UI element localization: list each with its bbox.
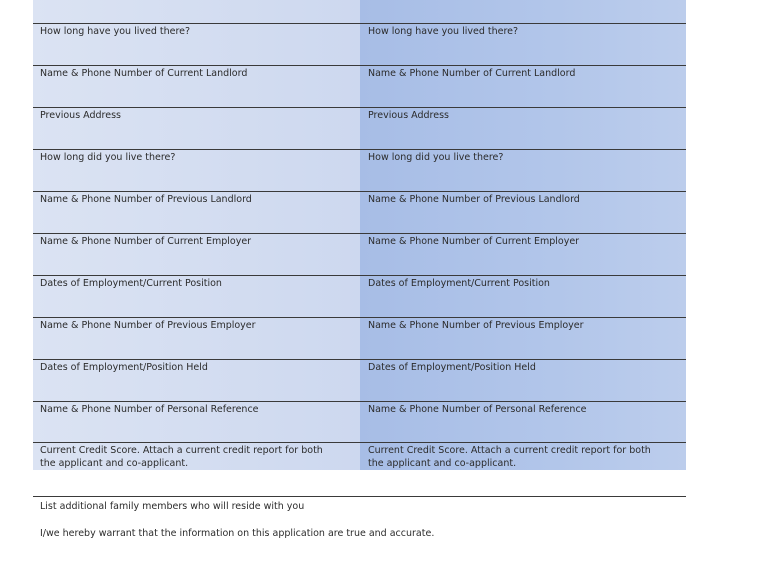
row-divider: [33, 191, 686, 192]
coapplicant-previous-residence-length-field[interactable]: How long did you live there?: [368, 152, 504, 163]
row-divider: [33, 442, 686, 443]
applicant-previous-landlord-field[interactable]: Name & Phone Number of Previous Landlord: [40, 194, 252, 205]
row-divider: [33, 149, 686, 150]
coapplicant-current-landlord-field[interactable]: Name & Phone Number of Current Landlord: [368, 68, 576, 79]
coapplicant-current-employer-field[interactable]: Name & Phone Number of Current Employer: [368, 236, 580, 247]
coapplicant-current-employment-dates-field[interactable]: Dates of Employment/Current Position: [368, 278, 550, 289]
coapplicant-credit-score-field[interactable]: Current Credit Score. Attach a current credit report for both the applicant and co-applicant.: [368, 445, 651, 469]
row-divider: [33, 401, 686, 402]
row-divider: [33, 359, 686, 360]
applicant-current-employment-dates-field[interactable]: Dates of Employment/Current Position: [40, 278, 222, 289]
applicant-previous-address-field[interactable]: Previous Address: [40, 110, 122, 121]
row-divider: [33, 107, 686, 108]
applicant-length-of-residence-field[interactable]: How long have you lived there?: [40, 26, 191, 37]
applicant-current-employer-field[interactable]: Name & Phone Number of Current Employer: [40, 236, 252, 247]
row-divider: [33, 275, 686, 276]
applicant-previous-employment-dates-field[interactable]: Dates of Employment/Position Held: [40, 362, 208, 373]
family-members-label: List additional family members who will reside with you: [40, 501, 305, 512]
applicant-credit-score-field[interactable]: Current Credit Score. Attach a current credit report for both the applicant and co-applicant.: [40, 445, 323, 469]
row-divider: [33, 65, 686, 66]
applicant-current-landlord-field[interactable]: Name & Phone Number of Current Landlord: [40, 68, 248, 79]
row-divider: [33, 233, 686, 234]
section-divider: [33, 496, 686, 497]
coapplicant-previous-employment-dates-field[interactable]: Dates of Employment/Position Held: [368, 362, 536, 373]
coapplicant-previous-landlord-field[interactable]: Name & Phone Number of Previous Landlord: [368, 194, 580, 205]
application-form-table: [33, 0, 686, 470]
applicant-previous-residence-length-field[interactable]: How long did you live there?: [40, 152, 176, 163]
row-divider: [33, 23, 686, 24]
row-divider: [33, 317, 686, 318]
coapplicant-previous-address-field[interactable]: Previous Address: [368, 110, 450, 121]
applicant-previous-employer-field[interactable]: Name & Phone Number of Previous Employer: [40, 320, 256, 331]
coapplicant-length-of-residence-field[interactable]: How long have you lived there?: [368, 26, 519, 37]
applicant-personal-reference-field[interactable]: Name & Phone Number of Personal Reference: [40, 404, 259, 415]
coapplicant-personal-reference-field[interactable]: Name & Phone Number of Personal Reference: [368, 404, 587, 415]
coapplicant-previous-employer-field[interactable]: Name & Phone Number of Previous Employer: [368, 320, 584, 331]
warranty-statement: I/we hereby warrant that the information on this application are true and accurate.: [40, 528, 435, 539]
